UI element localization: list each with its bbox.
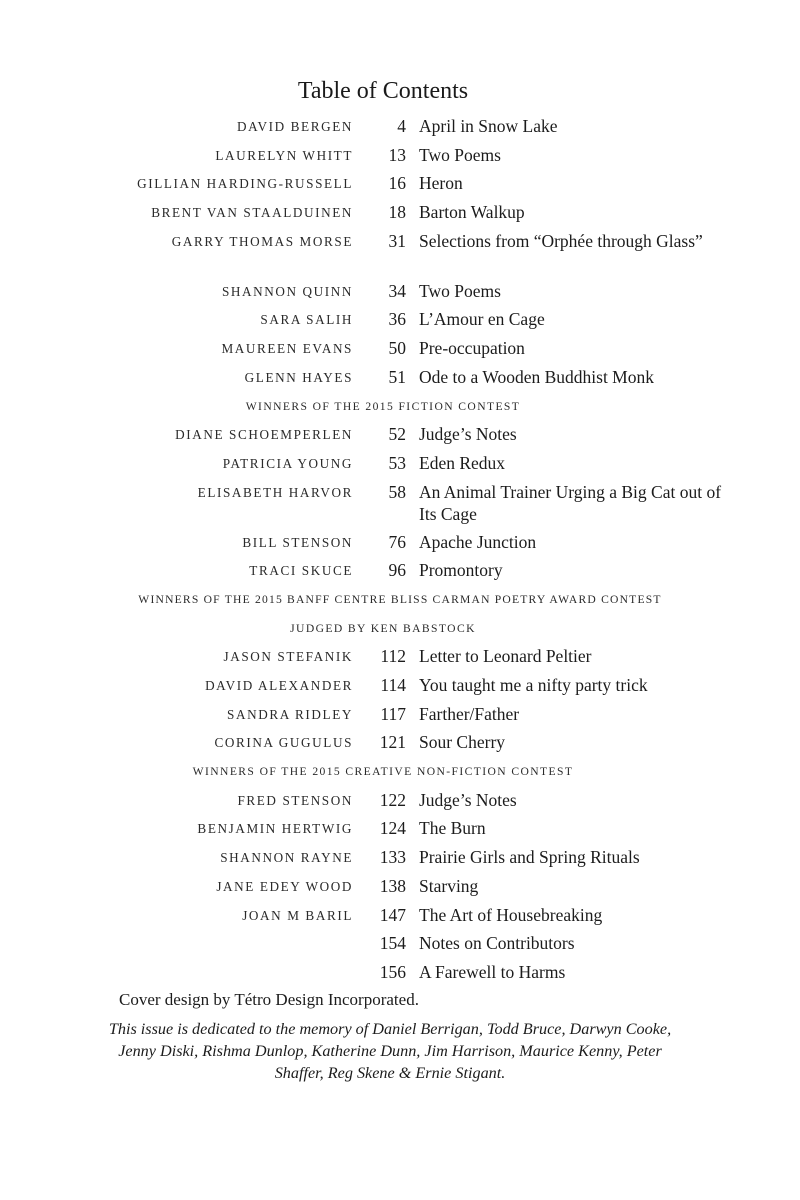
toc-entry	[0, 645, 800, 674]
entry-title: Two Poems	[419, 144, 501, 165]
entry-page: 121	[379, 732, 406, 753]
entry-title: Starving	[419, 875, 479, 896]
entry-title: Promontory	[419, 560, 503, 581]
entry-title: Farther/Father	[419, 703, 520, 724]
entry-author: PATRICIA YOUNG	[222, 455, 353, 471]
entry-author: BRENT VAN STAALDUINEN	[151, 205, 353, 221]
entry-author: SHANNON RAYNE	[220, 850, 353, 866]
entry-title: The Burn	[419, 818, 486, 839]
entry-title: Apache Junction	[419, 531, 537, 552]
dedication: This issue is dedicated to the memory of Daniel Berrigan, Todd Bruce, Darwyn Cooke, Jenny Diski, Rishma Dunlop, Katherine Dunn, Jim Harrison, Maurice Kenny, Peter Shaffer, Reg Skene & Ernie Stigant.	[108, 1020, 672, 1082]
entry-page: 114	[380, 675, 406, 695]
entry-page: 124	[379, 818, 406, 839]
page-title: Table of Contents	[297, 78, 469, 104]
entry-page: 133	[379, 847, 406, 868]
entry-author: SARA SALIH	[260, 312, 353, 328]
entry-page: 147	[379, 904, 406, 925]
entry-page: 16	[388, 173, 406, 194]
section-judge-poetry: JUDGED BY KEN BABSTOCK	[290, 621, 476, 635]
entry-page: 18	[388, 202, 406, 223]
toc-entry	[0, 308, 800, 337]
entry-title: Ode to a Wooden Buddhist Monk	[419, 366, 654, 387]
entry-author: GARRY THOMAS MORSE	[171, 233, 353, 249]
entry-author: LAURELYN WHITT	[215, 147, 353, 163]
entry-page: 154	[379, 933, 406, 954]
entry-page: 112	[380, 646, 406, 667]
entry-author: DAVID ALEXANDER	[205, 678, 353, 693]
entry-page: 51	[388, 366, 406, 387]
entry-page: 117	[380, 703, 406, 724]
entry-author: FRED STENSON	[237, 792, 353, 808]
entry-page: 96	[388, 560, 406, 581]
entry-author: DAVID BERGEN	[236, 119, 353, 134]
entry-page: 122	[379, 789, 406, 810]
entry-page: 156	[379, 961, 406, 982]
entry-title: A Farewell to Harms	[419, 961, 566, 982]
toc-entry	[0, 230, 800, 280]
toc-entry	[0, 172, 800, 201]
entry-title: Judge’s Notes	[419, 789, 517, 810]
toc-entry	[0, 731, 800, 760]
toc-entry	[0, 201, 800, 230]
toc-entry	[0, 789, 800, 818]
toc-entry	[0, 961, 800, 990]
entry-author: JASON STEFANIK	[223, 649, 353, 665]
entry-page: 138	[379, 875, 406, 896]
section-heading-poetry: WINNERS OF THE 2015 BANFF CENTRE BLISS CARMAN POETRY AWARD CONTEST	[138, 592, 662, 606]
entry-title: Barton Walkup	[419, 202, 525, 223]
entry-author	[0, 932, 353, 936]
entry-page: 31	[388, 230, 406, 251]
toc-entry	[0, 280, 800, 309]
entry-author: SANDRA RIDLEY	[227, 706, 353, 722]
toc-entry	[0, 337, 800, 366]
entry-title: The Art of Housebreaking	[419, 904, 603, 925]
entry-author: BENJAMIN HERTWIG	[197, 821, 353, 837]
entry-title: Heron	[419, 173, 463, 194]
table-of-contents	[0, 115, 800, 990]
toc-entry	[0, 366, 800, 395]
toc-entry	[0, 115, 800, 144]
entry-author: JOAN M BARIL	[242, 907, 353, 923]
toc-entry	[0, 481, 800, 531]
entry-title: Eden Redux	[419, 452, 506, 473]
entry-author: ELISABETH HARVOR	[197, 484, 353, 500]
entry-title: Pre-occupation	[419, 338, 525, 359]
entry-title: An Animal Trainer Urging a Big Cat out of Its Cage	[419, 481, 722, 524]
toc-entry	[0, 817, 800, 846]
entry-title: Two Poems	[419, 280, 501, 301]
entry-page: 4	[397, 116, 406, 136]
entry-author: GLENN HAYES	[244, 369, 353, 385]
entry-author: DIANE SCHOEMPERLEN	[175, 427, 353, 443]
toc-entry	[0, 703, 800, 732]
entry-title: Selections from “Orphée through Glass”	[419, 230, 703, 251]
toc-entry	[0, 452, 800, 481]
toc-entry	[0, 674, 800, 703]
entry-page: 58	[388, 481, 406, 502]
toc-entry	[0, 904, 800, 933]
toc-entry	[0, 932, 800, 961]
cover-credit: Cover design by Tétro Design Incorporated.	[119, 990, 419, 1009]
entry-page: 52	[388, 424, 406, 445]
entry-title: Judge’s Notes	[419, 424, 517, 445]
entry-author	[0, 961, 353, 965]
entry-page: 36	[388, 309, 406, 330]
entry-title: L’Amour en Cage	[419, 309, 545, 330]
entry-title: Prairie Girls and Spring Rituals	[419, 847, 640, 868]
entry-author: BILL STENSON	[242, 534, 353, 550]
entry-page: 50	[388, 338, 406, 359]
entry-author: SHANNON QUINN	[221, 283, 353, 299]
entry-author: JANE EDEY WOOD	[216, 878, 353, 894]
entry-title: You taught me a nifty party trick	[419, 675, 648, 695]
entry-author: CORINA GUGULUS	[214, 735, 353, 751]
toc-entry	[0, 144, 800, 173]
entry-author: MAUREEN EVANS	[221, 341, 353, 357]
toc-entry	[0, 423, 800, 452]
section-heading-fiction: WINNERS OF THE 2015 FICTION CONTEST	[245, 399, 521, 413]
toc-entry	[0, 559, 800, 588]
entry-title: Sour Cherry	[419, 732, 506, 753]
toc-entry	[0, 846, 800, 875]
entry-page: 34	[388, 280, 406, 301]
entry-author: TRACI SKUCE	[249, 563, 353, 579]
entry-title: Notes on Contributors	[419, 933, 575, 954]
section-heading-nonfiction: WINNERS OF THE 2015 CREATIVE NON-FICTION CONTEST	[192, 765, 574, 779]
entry-author: GILLIAN HARDING-RUSSELL	[137, 176, 353, 192]
entry-page: 53	[388, 452, 406, 473]
entry-title: April in Snow Lake	[419, 116, 558, 136]
entry-page: 13	[388, 144, 406, 165]
toc-entry	[0, 531, 800, 560]
entry-page: 76	[388, 531, 406, 552]
toc-entry	[0, 875, 800, 904]
entry-title: Letter to Leonard Peltier	[419, 646, 592, 667]
